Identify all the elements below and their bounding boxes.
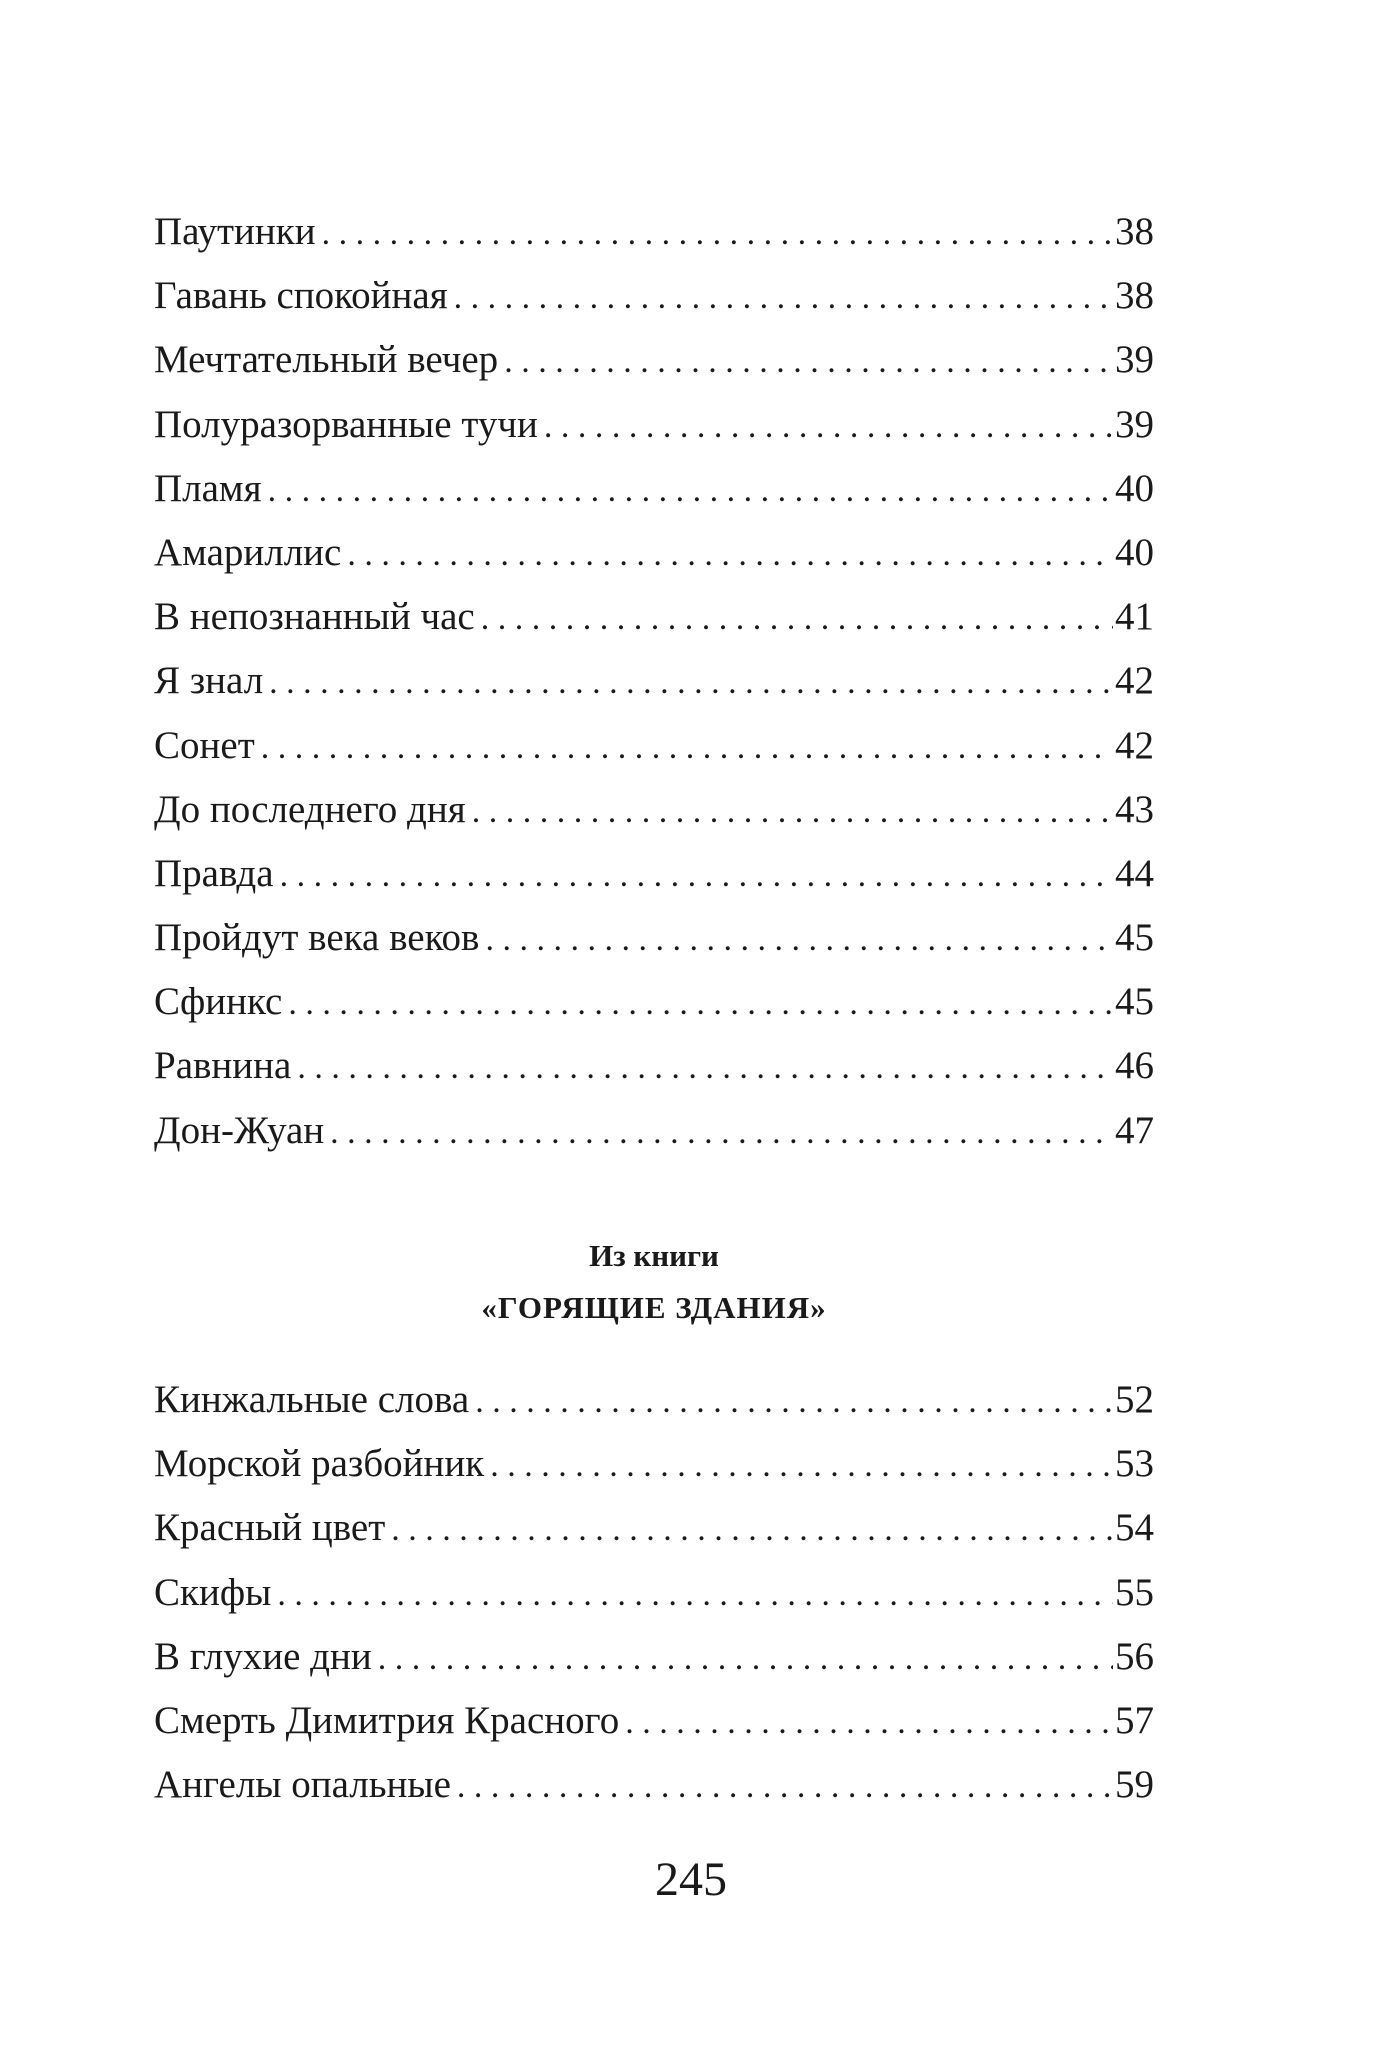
leader-dots (391, 1498, 1113, 1562)
toc-entry (154, 1561, 1154, 1625)
entry-page: 59 (1113, 1753, 1154, 1817)
leader-dots (378, 1627, 1113, 1691)
entry-page: 55 (1113, 1561, 1154, 1625)
toc-entry (154, 264, 1154, 328)
entry-page: 52 (1113, 1368, 1154, 1432)
section-heading (154, 1230, 1154, 1334)
entry-title: До последнего дня (154, 787, 466, 831)
entry-title: Пройдут века веков (154, 916, 480, 960)
entry-page: 57 (1113, 1689, 1154, 1753)
section-heading-line1: Из книги (589, 1238, 719, 1273)
entry-page: 39 (1113, 393, 1154, 457)
entry-title: Кинжальные слова (154, 1378, 470, 1421)
section-heading-book-title: «ГОРЯЩИЕ ЗДАНИЯ» (481, 1290, 827, 1325)
toc-entry (154, 200, 1154, 264)
toc-entry (154, 521, 1154, 585)
toc-list-section-1 (154, 200, 1154, 1163)
leader-dots (544, 395, 1113, 459)
toc-entry (154, 842, 1154, 906)
toc-entry (154, 649, 1154, 713)
leader-dots (504, 330, 1113, 394)
entry-page: 53 (1113, 1432, 1154, 1496)
entry-title: Морской разбойник (154, 1442, 485, 1486)
leader-dots (277, 1563, 1113, 1627)
entry-page: 56 (1113, 1625, 1154, 1689)
toc-entry (154, 1034, 1154, 1098)
toc-entry (154, 585, 1154, 649)
leader-dots (288, 972, 1113, 1036)
entry-page: 42 (1113, 649, 1154, 713)
leader-dots (261, 716, 1113, 780)
leader-dots (280, 844, 1113, 908)
entry-page: 42 (1113, 714, 1154, 778)
entry-title: Гавань спокойная (154, 274, 448, 318)
leader-dots (268, 459, 1113, 523)
leader-dots (490, 1434, 1113, 1498)
entry-page: 46 (1113, 1034, 1154, 1098)
entry-title: Скифы (154, 1570, 272, 1614)
entry-title: Мечтательный вечер (154, 338, 499, 382)
leader-dots (485, 908, 1113, 972)
page-number: 245 (655, 1853, 727, 1906)
entry-title: Смерть Димитрия Красного (154, 1698, 620, 1742)
entry-page: 41 (1113, 585, 1154, 649)
toc-entry (154, 906, 1154, 970)
leader-dots (297, 1036, 1113, 1100)
entry-title: Полуразорванные тучи (154, 402, 538, 446)
toc-entry (154, 1099, 1154, 1163)
leader-dots (269, 651, 1113, 715)
toc-entry (154, 1432, 1154, 1496)
leader-dots (454, 266, 1113, 330)
toc-entry (154, 1753, 1154, 1817)
entry-title: Дон-Жуан (154, 1108, 325, 1152)
toc-entry (154, 1496, 1154, 1560)
entry-title: Я знал (154, 659, 264, 703)
toc-entry (154, 457, 1154, 521)
entry-title: Ангелы опальные (154, 1763, 451, 1807)
leader-dots (322, 202, 1113, 266)
toc-entry (154, 393, 1154, 457)
leader-dots (347, 523, 1113, 587)
toc-entry (154, 1689, 1154, 1753)
entry-page: 44 (1113, 842, 1154, 906)
entry-title: Сфинкс (154, 980, 283, 1024)
toc-entry (154, 970, 1154, 1034)
leader-dots (457, 1755, 1113, 1819)
entry-page: 45 (1113, 970, 1154, 1034)
entry-page: 54 (1113, 1496, 1154, 1560)
leader-dots (481, 587, 1113, 651)
leader-dots (472, 780, 1113, 844)
entry-page: 45 (1113, 906, 1154, 970)
entry-page: 47 (1113, 1099, 1154, 1163)
toc-entry (154, 778, 1154, 842)
entry-page: 38 (1113, 264, 1154, 328)
leader-dots (330, 1101, 1113, 1165)
leader-dots (475, 1370, 1113, 1434)
entry-title: Правда (154, 851, 274, 895)
entry-title: Амариллис (154, 530, 342, 574)
entry-title: Паутинки (154, 210, 316, 253)
entry-page: 40 (1113, 521, 1154, 585)
toc-entry (154, 1625, 1154, 1689)
leader-dots (625, 1691, 1113, 1755)
entry-title: В глухие дни (154, 1634, 372, 1678)
entry-title: Красный цвет (154, 1506, 386, 1550)
toc-list-section-2 (154, 1368, 1154, 1817)
entry-page: 39 (1113, 328, 1154, 392)
entry-title: Сонет (154, 723, 255, 767)
entry-title: Равнина (154, 1044, 292, 1088)
toc-entry (154, 1368, 1154, 1432)
entry-page: 40 (1113, 457, 1154, 521)
entry-title: Пламя (154, 466, 262, 510)
entry-page: 43 (1113, 778, 1154, 842)
entry-page: 38 (1113, 200, 1154, 264)
toc-entry (154, 328, 1154, 392)
toc-entry (154, 714, 1154, 778)
entry-title: В непознанный час (154, 595, 475, 639)
